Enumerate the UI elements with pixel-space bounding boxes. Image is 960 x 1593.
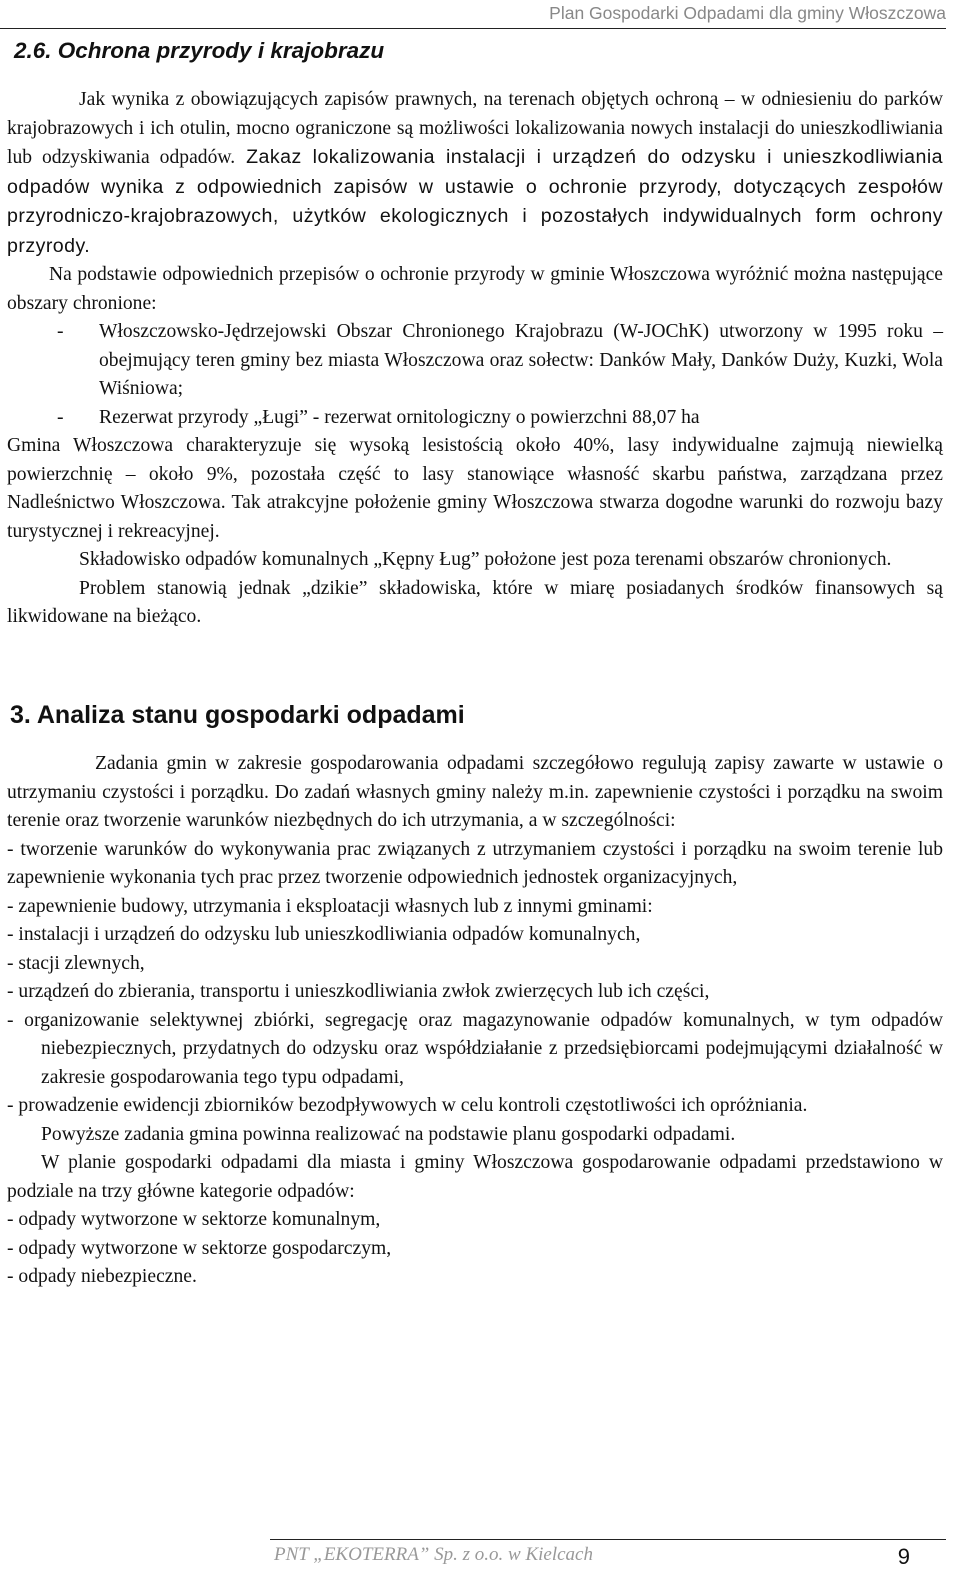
section-heading-2-6: 2.6. Ochrona przyrody i krajobrazu [14,38,385,63]
paragraph-restrictions: Jak wynika z obowiązujących zapisów prawnych, na terenach objętych ochroną – w odniesieniu do parków krajobrazowych i ich otulin, mocno ograniczone są możliwości lokalizowania nowych instalacji do unieszkodliwiania lub odzyskiwania odpadów. [7,89,943,168]
list-item-protected-area: - Włoszczowsko-Jędrzejowski Obszar Chronionego Krajobrazu (W-JOChK) utworzony w 1995 roku –obejmujący teren gminy bez miasta Włoszczowa oraz sołectw: Danków Mały, Danków Duży, Kuzki, Wola Wiśniowa; [57,321,943,399]
task-item: - organizowanie selektywnej zbiórki, segregację oraz magazynowanie odpadów komunalnych, w tym odpadów niebezpiecznych, przydatnych do odzysku oraz współdziałanie z przedsiębiorcami podejmującymi działalność w zakresie gospodarowania tego typu odpadami, [7,1009,943,1088]
task-subitem: - instalacji i urządzeń do odzysku lub unieszkodliwiania odpadów komunalnych, [7,924,641,945]
paragraph-municipal-tasks: Zadania gmin w zakresie gospodarowania odpadami szczegółowo regulują zapisy zawarte w ustawie o utrzymaniu czystości i porządku. Do zadań własnych gminy należy m.in. zapewnienie czystości i porządku na swoim terenie oraz tworzenie warunków niezbędnych do ich utrzymania, a w szczególności: [7,753,943,831]
paragraph-plan-basis: Powyższe zadania gmina powinna realizować na podstawie planu gospodarki odpadami. [41,1123,736,1145]
page-number: 9 [897,1544,910,1569]
task-item: - zapewnienie budowy, utrzymania i eksploatacji własnych lub z innymi gminami: [7,895,653,917]
task-subitem: - stacji zlewnych, [7,952,145,974]
running-header: Plan Gospodarki Odpadami dla gminy Włoszczowa [0,0,946,29]
waste-category-item: - odpady niebezpieczne. [7,1266,197,1287]
task-item: - tworzenie warunków do wykonywania prac związanych z utrzymaniem czystości i porządku na swoim terenie lub zapewnienie wykonania tych prac przez tworzenie odpowiednich jednostek organizacyjnych, [7,838,943,888]
list-item-text: Włoszczowsko-Jędrzejowski Obszar Chronionego Krajobrazu (W-JOChK) utworzony w 1995 roku –obejmujący teren gminy bez miasta Włoszczowa oraz sołectw: Danków Mały, Danków Duży, Kuzki, Wola Wiśniowa; [99,321,943,399]
paragraph-protected-areas-intro [7,86,943,261]
paragraph-illegal-dumps: Problem stanowią jednak „dzikie” składowiska, które w miarę posiadanych środków finansowych są likwidowane na bieżąco. [7,577,943,627]
paragraph-forests: Gmina Włoszczowa charakteryzuje się wysoką lesistością około 40%, lasy indywidualne zajmują niewielką powierzchnię – około 9%, pozostała część to lasy stanowiące własność skarbu państwa, zarządzana przez Nadleśnictwo Włoszczowa. Tak atrakcyjne położenie gminy Włoszczowa stwarza dogodne warunki do rozwoju bazy turystycznej i rekreacyjnej. [7,435,943,542]
section-heading-3: 3. Analiza stanu gospodarki odpadami [10,701,465,729]
paragraph-landfill: Składowisko odpadów komunalnych „Kępny Ług” położone jest poza terenami obszarów chronionych. [79,549,892,570]
paragraph-protected-list-intro: Na podstawie odpowiednich przepisów o ochronie przyrody w gminie Włoszczowa wyróżnić można następujące obszary chronione: [7,264,943,314]
paragraph-waste-categories: W planie gospodarki odpadami dla miasta i gminy Włoszczowa gospodarowanie odpadami przedstawiono w podziale na trzy główne kategorie odpadów: [7,1152,943,1202]
waste-category-item: - odpady wytworzone w sektorze gospodarczym, [7,1237,392,1259]
waste-category-item: - odpady wytworzone w sektorze komunalnym, [7,1209,381,1230]
section-2-6-body [7,86,943,632]
footer-rule [270,1539,946,1540]
list-item-text: Rezerwat przyrody „Ługi” - rezerwat ornitologiczny o powierzchni 88,07 ha [99,406,700,428]
paragraph-ban: Zakaz lokalizowania instalacji i urządzeń do odzysku i unieszkodliwiania odpadów wynika z odpowiednich zapisów w ustawie o ochronie przyrody, dotyczących zespołów przyrodniczo-krajobrazowych, użytków ekologicznych i pozostałych indywidualnych form ochrony przyrody. [7,146,943,257]
task-item: - prowadzenie ewidencji zbiorników bezodpływowych w celu kontroli częstotliwości ich opróżniania. [7,1095,808,1116]
task-subitem: - urządzeń do zbierania, transportu i unieszkodliwiania zwłok zwierzęcych lub ich części, [7,981,710,1002]
footer-company: PNT „EKOTERRA” Sp. z o.o. w Kielcach [274,1544,593,1565]
section-3-body [7,750,943,1292]
list-item-protected-area: - Rezerwat przyrody „Ługi” - rezerwat ornitologiczny o powierzchni 88,07 ha [57,406,700,428]
